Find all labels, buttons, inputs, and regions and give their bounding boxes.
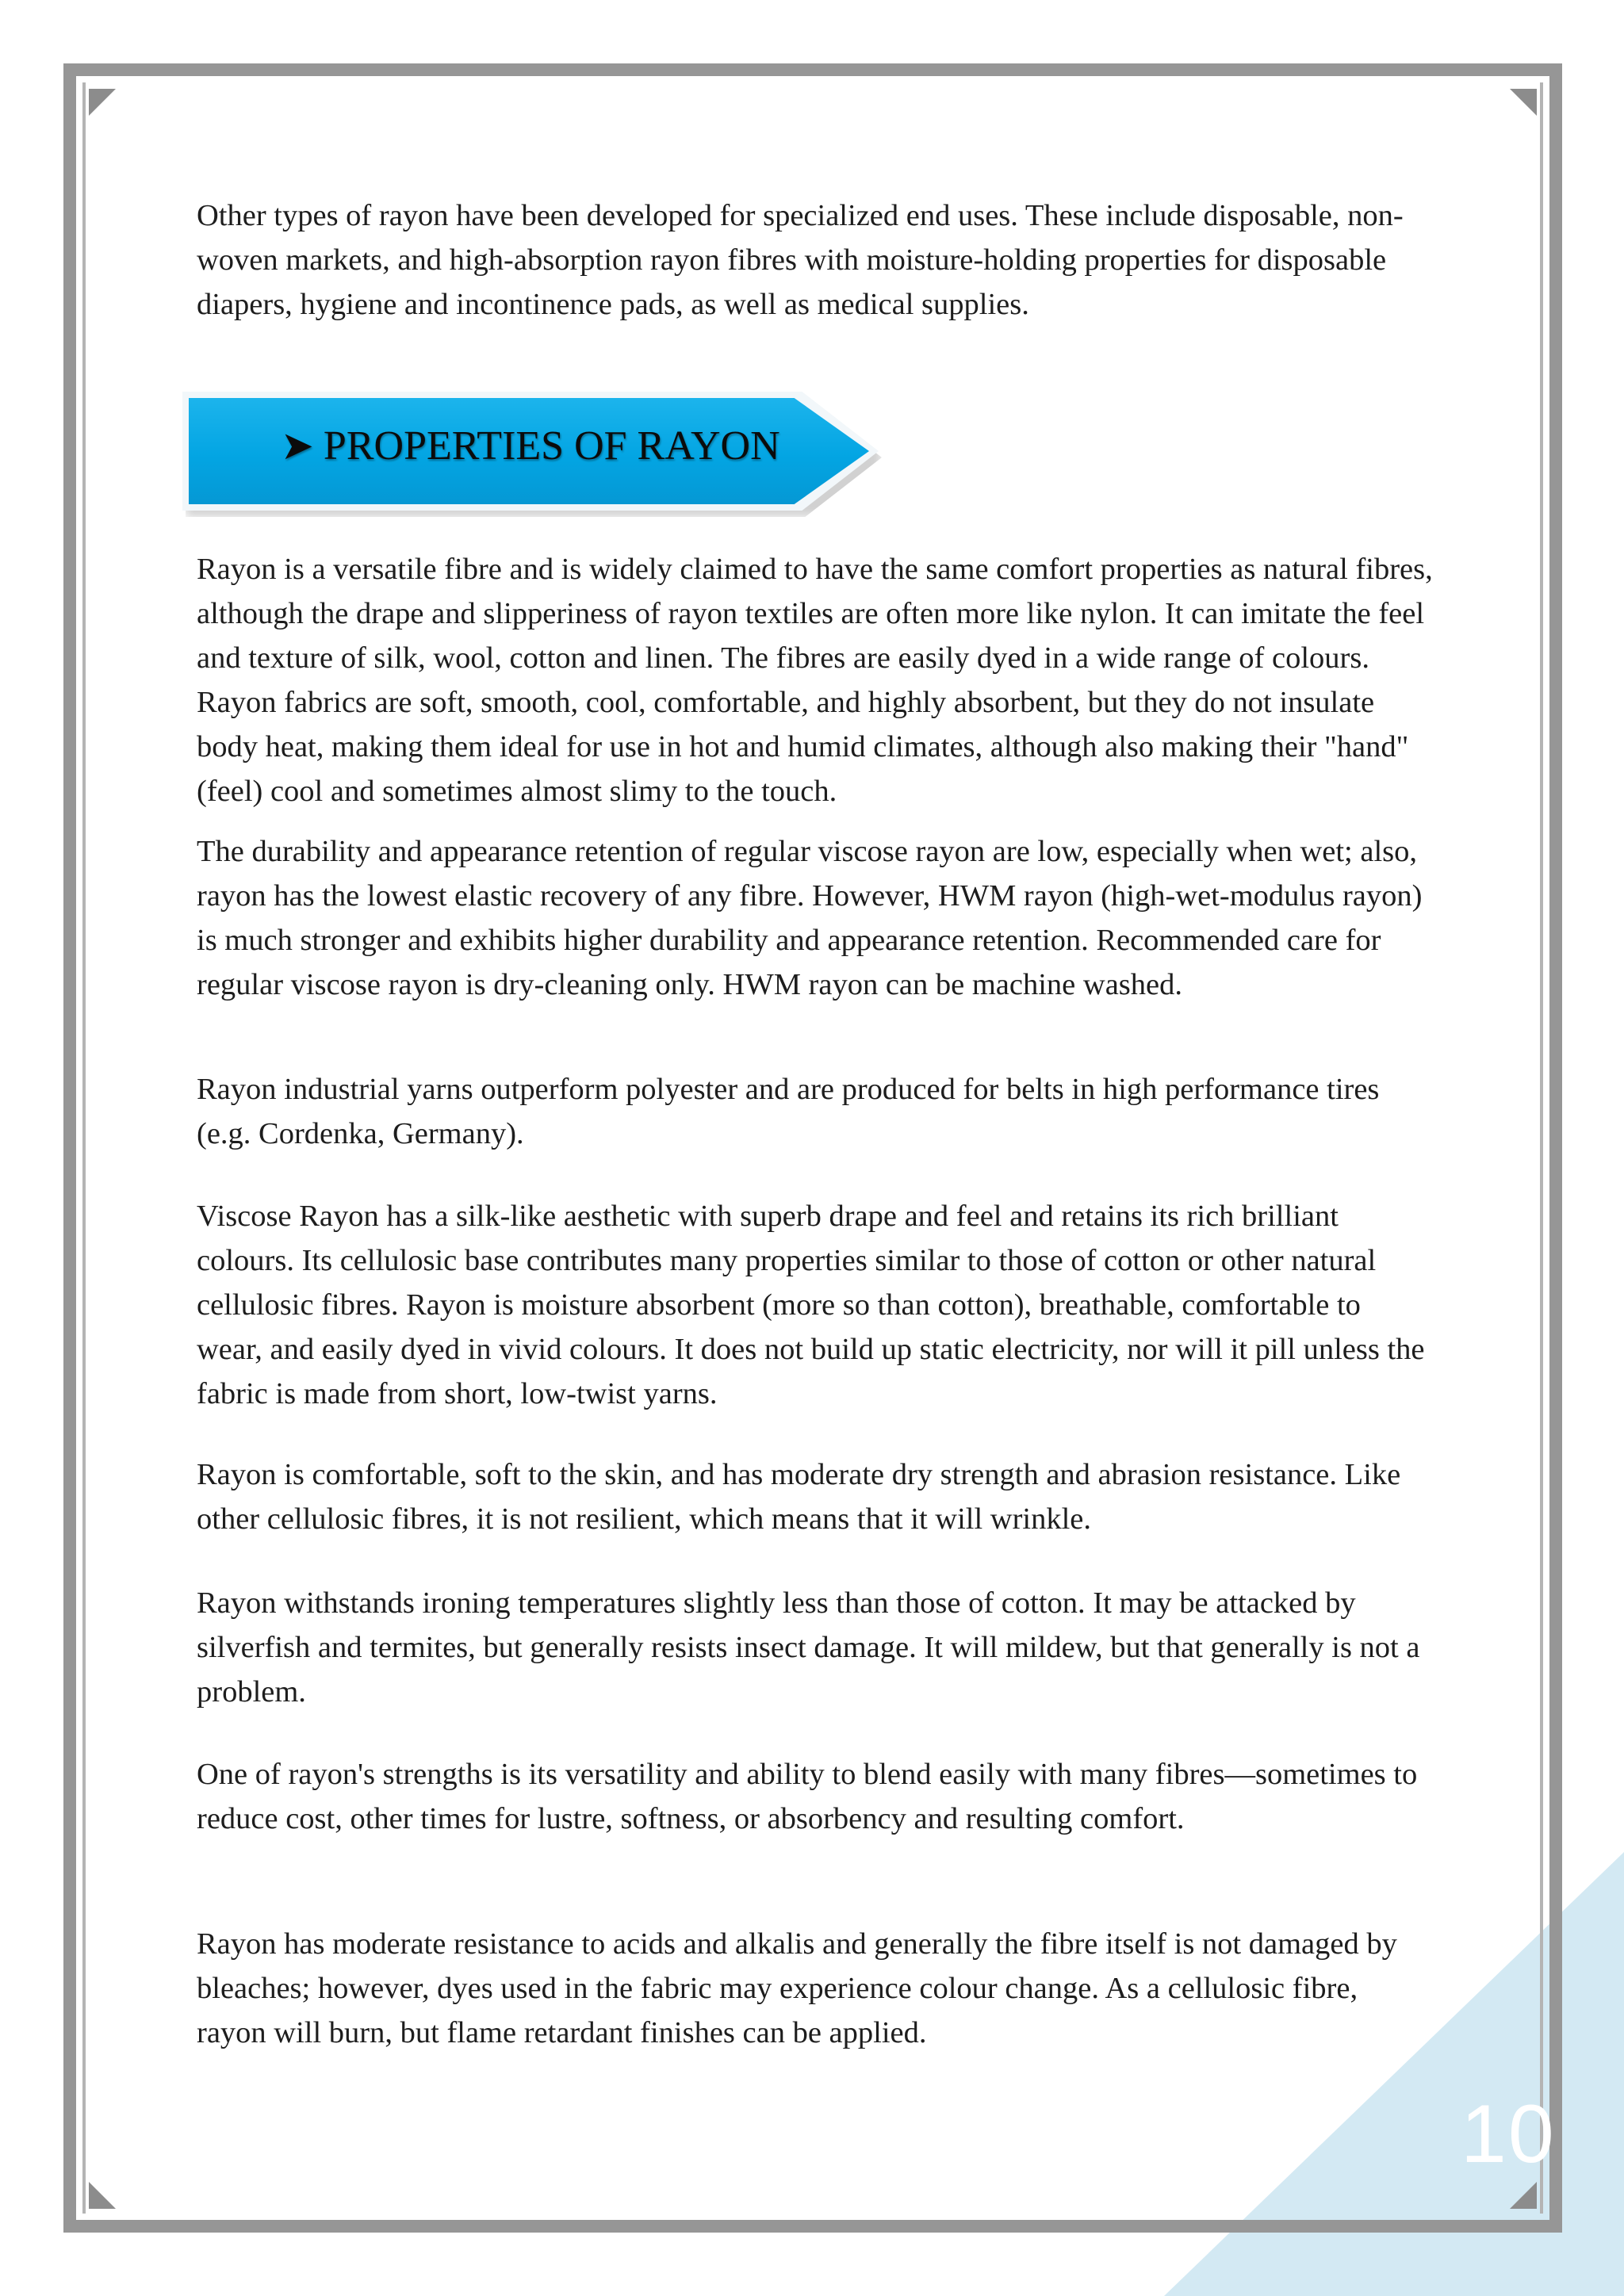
intro-section bbox=[197, 193, 1434, 327]
frame-bottom-border bbox=[63, 2220, 1562, 2233]
corner-triangle-bottom-right bbox=[1510, 2182, 1537, 2209]
frame-right-border bbox=[1549, 63, 1562, 2233]
corner-tick-tr bbox=[1540, 63, 1562, 76]
section-heading bbox=[281, 422, 780, 470]
frame-inner-right-line bbox=[1540, 82, 1543, 2214]
paragraph: One of rayon's strengths is its versatility and ability to blend easily with many fibres—sometimes to reduce cost, other times for lustre, softness, or absorbency and resulting comfort. bbox=[197, 1758, 1418, 1835]
frame-top-border bbox=[63, 63, 1562, 76]
paragraph: Rayon has moderate resistance to acids and alkalis and generally the fibre itself is not damaged by bleaches; however, dyes used in the fabric may experience colour change. As a cellulosic fibre, rayon will burn, but flame retardant finishes can be applied. bbox=[197, 1927, 1397, 2049]
paragraph: The durability and appearance retention of regular viscose rayon are low, especially when wet; also, rayon has the lowest elastic recovery of any fibre. However, HWM rayon (high-wet-modulus rayon) is much stronger and exhibits higher durability and appearance retention. Recommended care for regular viscose rayon is dry-cleaning only. HWM rayon can be machine washed. bbox=[197, 835, 1423, 1001]
arrow-bullet-icon: ➤ bbox=[281, 423, 314, 468]
intro-paragraph: Other types of rayon have been developed for specialized end uses. These include disposable, non-woven markets, and high-absorption rayon fibres with moisture-holding properties for disposable diapers, hygiene and incontinence pads, as well as medical supplies. bbox=[197, 199, 1404, 321]
corner-tick-tl bbox=[63, 63, 86, 76]
corner-tick-bl bbox=[63, 2220, 86, 2233]
paragraph: Rayon is comfortable, soft to the skin, and has moderate dry strength and abrasion resistance. Like other cellulosic fibres, it is not resilient, which means that it will wrinkle. bbox=[197, 1458, 1401, 1536]
corner-triangle-top-left bbox=[89, 89, 116, 116]
frame-left-border bbox=[63, 63, 76, 2233]
section-heading-text: PROPERTIES OF RAYON bbox=[323, 423, 780, 469]
corner-triangle-top-right bbox=[1510, 89, 1537, 116]
page-number: 10 bbox=[1461, 2088, 1556, 2180]
paragraph: Rayon industrial yarns outperform polyester and are produced for belts in high performance tires (e.g. Cordenka, Germany). bbox=[197, 1073, 1380, 1150]
corner-triangle-bottom-left bbox=[89, 2182, 116, 2209]
paragraph: Rayon is a versatile fibre and is widely claimed to have the same comfort properties as natural fibres, although the drape and slipperiness of rayon textiles are often more like nylon. It can imitate the feel and texture of silk, wool, cotton and linen. The fibres are easily dyed in a wide range of colours. Rayon fabrics are soft, smooth, cool, comfortable, and highly absorbent, but they do not insulate body heat, making them ideal for use in hot and humid climates, although also making their "hand" (feel) cool and sometimes almost slimy to the touch. bbox=[197, 553, 1433, 808]
paragraph: Viscose Rayon has a silk-like aesthetic with superb drape and feel and retains its rich brilliant colours. Its cellulosic base contributes many properties similar to those of cotton or other natural cellulosic fibres. Rayon is moisture absorbent (more so than cotton), breathable, comfortable to wear, and easily dyed in vivid colours. It does not build up static electricity, nor will it pill unless the fabric is made from short, low-twist yarns. bbox=[197, 1200, 1425, 1410]
paragraph: Rayon withstands ironing temperatures slightly less than those of cotton. It may be attacked by silverfish and termites, but generally resists insect damage. It will mildew, but that generally is not a problem. bbox=[197, 1586, 1420, 1709]
frame-inner-left-line bbox=[82, 82, 86, 2214]
corner-tick-br bbox=[1540, 2220, 1562, 2233]
section-heading-banner bbox=[182, 392, 879, 511]
